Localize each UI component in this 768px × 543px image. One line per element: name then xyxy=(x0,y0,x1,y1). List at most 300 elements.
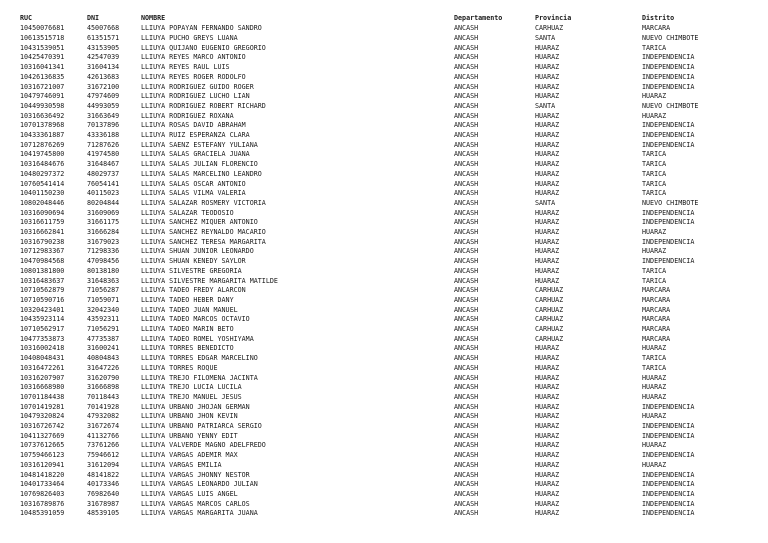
cell-provincia: HUARAZ xyxy=(535,82,560,91)
cell-nombre: LLIUYA SALAS VILMA VALERIA xyxy=(141,189,246,198)
cell-ruc: 10316726742 xyxy=(20,422,65,430)
cell-distrito: TARICA xyxy=(642,179,667,188)
cell-provincia: HUARAZ xyxy=(535,72,560,81)
cell-distrito: INDEPENDENCIA xyxy=(642,470,695,479)
table-row xyxy=(0,73,768,83)
cell-departamento: ANCASH xyxy=(454,218,479,227)
cell-provincia: CARHUAZ xyxy=(535,24,564,33)
cell-departamento: ANCASH xyxy=(454,34,479,42)
cell-ruc: 10401733464 xyxy=(20,480,65,489)
cell-provincia: HUARAZ xyxy=(535,509,560,518)
cell-provincia: HUARAZ xyxy=(535,392,560,401)
table-row xyxy=(0,209,768,219)
cell-dni: 71059071 xyxy=(87,295,120,304)
cell-dni: 71056287 xyxy=(87,286,120,295)
cell-departamento: ANCASH xyxy=(454,160,479,169)
cell-provincia: HUARAZ xyxy=(535,266,560,275)
cell-departamento: ANCASH xyxy=(454,499,479,508)
cell-provincia: HUARAZ xyxy=(535,218,560,227)
cell-distrito: HUARAZ xyxy=(642,412,667,421)
cell-distrito: HUARAZ xyxy=(642,247,667,256)
cell-ruc: 10419745800 xyxy=(20,150,65,159)
cell-provincia: HUARAZ xyxy=(535,111,560,120)
cell-distrito: MARCARA xyxy=(642,325,671,333)
cell-dni: 47932082 xyxy=(87,412,120,421)
cell-nombre: LLIUYA SANCHEZ MIQUER ANTONIO xyxy=(141,218,258,227)
cell-nombre: LLIUYA VARGAS MARGARITA JUANA xyxy=(141,509,258,518)
header-dni: DNI xyxy=(87,14,100,22)
cell-ruc: 10316721007 xyxy=(20,82,65,91)
table-row xyxy=(0,286,768,296)
header-distrito: Distrito xyxy=(642,14,675,22)
table-row xyxy=(0,393,768,403)
cell-ruc: 10479746091 xyxy=(20,92,65,101)
cell-distrito: MARCARA xyxy=(642,24,671,33)
cell-distrito: INDEPENDENCIA xyxy=(642,121,695,130)
cell-ruc: 10316041341 xyxy=(20,63,65,72)
cell-departamento: ANCASH xyxy=(454,480,479,489)
cell-nombre: LLIUYA REYES ROGER RODOLFO xyxy=(141,72,246,81)
table-row xyxy=(0,344,768,354)
cell-departamento: ANCASH xyxy=(454,276,479,285)
cell-dni: 31666284 xyxy=(87,228,120,236)
cell-distrito: HUARAZ xyxy=(642,383,667,392)
cell-departamento: ANCASH xyxy=(454,198,479,207)
cell-distrito: INDEPENDENCIA xyxy=(642,140,695,149)
cell-dni: 31604134 xyxy=(87,63,120,72)
cell-dni: 70141928 xyxy=(87,402,120,411)
cell-dni: 45007668 xyxy=(87,24,120,33)
cell-dni: 43336188 xyxy=(87,131,120,139)
cell-distrito: INDEPENDENCIA xyxy=(642,72,695,81)
cell-nombre: LLIUYA SANCHEZ REYNALDO MACARIO xyxy=(141,228,266,236)
cell-nombre: LLIUYA SAENZ ESTEFANY YULIANA xyxy=(141,140,258,149)
cell-nombre: LLIUYA RODRIGUEZ GUIDO ROGER xyxy=(141,82,254,91)
table-row xyxy=(0,441,768,451)
cell-departamento: ANCASH xyxy=(454,383,479,392)
cell-departamento: ANCASH xyxy=(454,257,479,266)
cell-provincia: HUARAZ xyxy=(535,237,560,246)
cell-provincia: HUARAZ xyxy=(535,92,560,101)
cell-ruc: 10480297372 xyxy=(20,169,65,178)
cell-ruc: 10449930598 xyxy=(20,101,65,110)
cell-dni: 31672100 xyxy=(87,82,120,91)
cell-dni: 31620790 xyxy=(87,373,120,382)
table-row xyxy=(0,364,768,374)
cell-provincia: CARHUAZ xyxy=(535,334,564,343)
cell-departamento: ANCASH xyxy=(454,373,479,382)
cell-ruc: 10710590716 xyxy=(20,295,65,304)
cell-departamento: ANCASH xyxy=(454,140,479,149)
cell-departamento: ANCASH xyxy=(454,354,479,363)
cell-provincia: HUARAZ xyxy=(535,373,560,382)
cell-provincia: SANTA xyxy=(535,34,556,42)
cell-ruc: 10450076681 xyxy=(20,24,65,33)
table-row xyxy=(0,141,768,151)
cell-dni: 73761266 xyxy=(87,441,120,450)
cell-distrito: TARICA xyxy=(642,363,667,372)
table-row xyxy=(0,306,768,316)
cell-provincia: HUARAZ xyxy=(535,470,560,479)
table-row xyxy=(0,374,768,384)
cell-provincia: HUARAZ xyxy=(535,131,560,139)
cell-distrito: TARICA xyxy=(642,276,667,285)
cell-provincia: HUARAZ xyxy=(535,43,560,52)
cell-provincia: CARHUAZ xyxy=(535,325,564,333)
table-row xyxy=(0,461,768,471)
table-row xyxy=(0,509,768,519)
cell-nombre: LLIUYA PUCHO GREYS LUANA xyxy=(141,34,238,42)
cell-departamento: ANCASH xyxy=(454,24,479,33)
cell-departamento: ANCASH xyxy=(454,121,479,130)
cell-departamento: ANCASH xyxy=(454,470,479,479)
cell-distrito: MARCARA xyxy=(642,286,671,295)
cell-provincia: HUARAZ xyxy=(535,150,560,159)
header-nombre: NOMBRE xyxy=(141,14,166,22)
cell-provincia: HUARAZ xyxy=(535,422,560,430)
cell-dni: 31672674 xyxy=(87,422,120,430)
table-row xyxy=(0,257,768,267)
cell-ruc: 10316668980 xyxy=(20,383,65,392)
cell-dni: 71056291 xyxy=(87,325,120,333)
cell-dni: 71298336 xyxy=(87,247,120,256)
cell-distrito: TARICA xyxy=(642,169,667,178)
cell-dni: 31663649 xyxy=(87,111,120,120)
cell-ruc: 10316120941 xyxy=(20,460,65,469)
cell-ruc: 10769826403 xyxy=(20,489,65,498)
cell-dni: 47974609 xyxy=(87,92,120,101)
cell-provincia: HUARAZ xyxy=(535,441,560,450)
cell-dni: 41974580 xyxy=(87,150,120,159)
cell-distrito: TARICA xyxy=(642,43,667,52)
cell-distrito: HUARAZ xyxy=(642,228,667,236)
cell-distrito: INDEPENDENCIA xyxy=(642,402,695,411)
cell-nombre: LLIUYA URBANO JHON KEVIN xyxy=(141,412,238,421)
cell-ruc: 10485391059 xyxy=(20,509,65,518)
cell-departamento: ANCASH xyxy=(454,208,479,217)
cell-dni: 47098456 xyxy=(87,257,120,266)
cell-ruc: 10710562879 xyxy=(20,286,65,295)
cell-departamento: ANCASH xyxy=(454,150,479,159)
cell-nombre: LLIUYA RODRIGUEZ ROXANA xyxy=(141,111,234,120)
cell-nombre: LLIUYA VALVERDE MAGNO ADELFREDO xyxy=(141,441,266,450)
cell-ruc: 10425470391 xyxy=(20,53,65,62)
cell-dni: 31678987 xyxy=(87,499,120,508)
cell-departamento: ANCASH xyxy=(454,111,479,120)
cell-nombre: LLIUYA SILVESTRE GREGORIA xyxy=(141,266,242,275)
cell-dni: 40173346 xyxy=(87,480,120,489)
cell-departamento: ANCASH xyxy=(454,82,479,91)
cell-distrito: MARCARA xyxy=(642,334,671,343)
cell-departamento: ANCASH xyxy=(454,441,479,450)
cell-ruc: 10316207907 xyxy=(20,373,65,382)
cell-distrito: INDEPENDENCIA xyxy=(642,237,695,246)
cell-dni: 61351571 xyxy=(87,34,120,42)
cell-dni: 42613683 xyxy=(87,72,120,81)
cell-dni: 70118443 xyxy=(87,392,120,401)
cell-dni: 71287626 xyxy=(87,140,120,149)
cell-departamento: ANCASH xyxy=(454,402,479,411)
cell-provincia: HUARAZ xyxy=(535,344,560,353)
table-row xyxy=(0,92,768,102)
cell-nombre: LLIUYA TREJO MANUEL JESUS xyxy=(141,392,242,401)
cell-distrito: INDEPENDENCIA xyxy=(642,422,695,430)
cell-nombre: LLIUYA SANCHEZ TERESA MARGARITA xyxy=(141,237,266,246)
cell-nombre: LLIUYA ROSAS DAVID ABRAHAM xyxy=(141,121,246,130)
cell-provincia: CARHUAZ xyxy=(535,305,564,314)
table-row xyxy=(0,102,768,112)
cell-provincia: HUARAZ xyxy=(535,402,560,411)
table-row xyxy=(0,180,768,190)
cell-distrito: NUEVO CHIMBOTE xyxy=(642,34,699,42)
cell-distrito: INDEPENDENCIA xyxy=(642,208,695,217)
cell-ruc: 10401150230 xyxy=(20,189,65,198)
cell-ruc: 10701184438 xyxy=(20,392,65,401)
cell-nombre: LLIUYA REYES RAUL LUIS xyxy=(141,63,230,72)
cell-nombre: LLIUYA VARGAS EMILIA xyxy=(141,460,222,469)
cell-dni: 47735387 xyxy=(87,334,120,343)
cell-dni: 31647226 xyxy=(87,363,120,372)
cell-nombre: LLIUYA TADEO MARCOS OCTAVIO xyxy=(141,315,250,324)
cell-departamento: ANCASH xyxy=(454,286,479,295)
cell-ruc: 10737612665 xyxy=(20,441,65,450)
cell-distrito: HUARAZ xyxy=(642,344,667,353)
cell-distrito: TARICA xyxy=(642,160,667,169)
cell-distrito: HUARAZ xyxy=(642,92,667,101)
cell-ruc: 10802048446 xyxy=(20,198,65,207)
table-row xyxy=(0,121,768,131)
table-row xyxy=(0,24,768,34)
cell-ruc: 10479320824 xyxy=(20,412,65,421)
cell-distrito: INDEPENDENCIA xyxy=(642,218,695,227)
cell-nombre: LLIUYA TREJO FILOMENA JACINTA xyxy=(141,373,258,382)
cell-nombre: LLIUYA TORRES ROQUE xyxy=(141,363,218,372)
cell-provincia: HUARAZ xyxy=(535,363,560,372)
cell-distrito: TARICA xyxy=(642,189,667,198)
cell-ruc: 10320423401 xyxy=(20,305,65,314)
cell-nombre: LLIUYA SALAS JULIAN FLORENCIO xyxy=(141,160,258,169)
cell-provincia: CARHUAZ xyxy=(535,286,564,295)
cell-distrito: MARCARA xyxy=(642,305,671,314)
cell-dni: 41132766 xyxy=(87,431,120,440)
table-row xyxy=(0,199,768,209)
cell-ruc: 10801381800 xyxy=(20,266,65,275)
header-provincia: Provincia xyxy=(535,14,572,22)
cell-nombre: LLIUYA TORRES BENEDICTO xyxy=(141,344,234,353)
cell-distrito: HUARAZ xyxy=(642,392,667,401)
cell-nombre: LLIUYA POPAYAN FERNANDO SANDRO xyxy=(141,24,262,33)
cell-ruc: 10470984568 xyxy=(20,257,65,266)
cell-nombre: LLIUYA RUIZ ESPERANZA CLARA xyxy=(141,131,250,139)
table-row xyxy=(0,315,768,325)
cell-ruc: 10481418220 xyxy=(20,470,65,479)
cell-ruc: 10316484676 xyxy=(20,160,65,169)
cell-provincia: SANTA xyxy=(535,101,556,110)
cell-distrito: TARICA xyxy=(642,150,667,159)
cell-distrito: TARICA xyxy=(642,354,667,363)
cell-nombre: LLIUYA VARGAS JHONNY NESTOR xyxy=(141,470,250,479)
cell-nombre: LLIUYA QUIJANO EUGENIO GREGORIO xyxy=(141,43,266,52)
cell-nombre: LLIUYA RODRIGUEZ ROBERT RICHARD xyxy=(141,101,266,110)
cell-departamento: ANCASH xyxy=(454,422,479,430)
cell-ruc: 10701378968 xyxy=(20,121,65,130)
cell-provincia: HUARAZ xyxy=(535,140,560,149)
cell-provincia: HUARAZ xyxy=(535,499,560,508)
cell-dni: 70137896 xyxy=(87,121,120,130)
cell-ruc: 10316790238 xyxy=(20,237,65,246)
cell-ruc: 10316090694 xyxy=(20,208,65,217)
header-departamento: Departamento xyxy=(454,14,503,22)
table-row xyxy=(0,500,768,510)
cell-departamento: ANCASH xyxy=(454,228,479,236)
cell-dni: 76982640 xyxy=(87,489,120,498)
table-row xyxy=(0,335,768,345)
table-row xyxy=(0,218,768,228)
cell-dni: 48141822 xyxy=(87,470,120,479)
cell-departamento: ANCASH xyxy=(454,460,479,469)
cell-departamento: ANCASH xyxy=(454,63,479,72)
cell-nombre: LLIUYA REYES MARCO ANTONIO xyxy=(141,53,246,62)
cell-nombre: LLIUYA SALAZAR ROSMERY VICTORIA xyxy=(141,198,266,207)
cell-provincia: HUARAZ xyxy=(535,160,560,169)
cell-provincia: HUARAZ xyxy=(535,276,560,285)
cell-distrito: INDEPENDENCIA xyxy=(642,431,695,440)
cell-ruc: 10316611759 xyxy=(20,218,65,227)
cell-dni: 75946612 xyxy=(87,451,120,460)
table-row xyxy=(0,44,768,54)
table-row xyxy=(0,112,768,122)
cell-departamento: ANCASH xyxy=(454,247,479,256)
cell-provincia: HUARAZ xyxy=(535,354,560,363)
cell-distrito: MARCARA xyxy=(642,295,671,304)
cell-distrito: INDEPENDENCIA xyxy=(642,257,695,266)
cell-dni: 31679023 xyxy=(87,237,120,246)
cell-departamento: ANCASH xyxy=(454,237,479,246)
cell-departamento: ANCASH xyxy=(454,344,479,353)
table-row xyxy=(0,150,768,160)
cell-nombre: LLIUYA URBANO YENNY EDIT xyxy=(141,431,238,440)
cell-ruc: 10316789876 xyxy=(20,499,65,508)
cell-provincia: HUARAZ xyxy=(535,451,560,460)
cell-departamento: ANCASH xyxy=(454,72,479,81)
cell-departamento: ANCASH xyxy=(454,325,479,333)
cell-distrito: MARCARA xyxy=(642,315,671,324)
table-row xyxy=(0,432,768,442)
cell-provincia: CARHUAZ xyxy=(535,295,564,304)
cell-ruc: 10613515718 xyxy=(20,34,65,42)
cell-distrito: INDEPENDENCIA xyxy=(642,451,695,460)
cell-dni: 31600241 xyxy=(87,344,120,353)
cell-departamento: ANCASH xyxy=(454,53,479,62)
table-row xyxy=(0,189,768,199)
cell-nombre: LLIUYA TADEO ROMEL YOSHIYAMA xyxy=(141,334,254,343)
cell-nombre: LLIUYA TADEO HEBER DANY xyxy=(141,295,234,304)
cell-nombre: LLIUYA SALAZAR TEODOSIO xyxy=(141,208,234,217)
cell-dni: 31666898 xyxy=(87,383,120,392)
cell-dni: 80204844 xyxy=(87,198,120,207)
table-row xyxy=(0,277,768,287)
cell-ruc: 10316483637 xyxy=(20,276,65,285)
cell-dni: 32042340 xyxy=(87,305,120,314)
cell-nombre: LLIUYA TADEO MARIN BETO xyxy=(141,325,234,333)
cell-dni: 48029737 xyxy=(87,169,120,178)
cell-departamento: ANCASH xyxy=(454,489,479,498)
table-row xyxy=(0,471,768,481)
cell-dni: 76054141 xyxy=(87,179,120,188)
table-row xyxy=(0,170,768,180)
cell-departamento: ANCASH xyxy=(454,334,479,343)
table-row xyxy=(0,247,768,257)
cell-departamento: ANCASH xyxy=(454,295,479,304)
table-row xyxy=(0,412,768,422)
cell-dni: 44993059 xyxy=(87,101,120,110)
cell-ruc: 10411327669 xyxy=(20,431,65,440)
cell-provincia: HUARAZ xyxy=(535,208,560,217)
cell-nombre: LLIUYA SALAS MARCELINO LEANDRO xyxy=(141,169,262,178)
cell-ruc: 10701419281 xyxy=(20,402,65,411)
cell-provincia: HUARAZ xyxy=(535,228,560,236)
cell-provincia: HUARAZ xyxy=(535,383,560,392)
table-row xyxy=(0,34,768,44)
cell-distrito: INDEPENDENCIA xyxy=(642,509,695,518)
cell-nombre: LLIUYA TADEO FREDY ALARCON xyxy=(141,286,246,295)
cell-departamento: ANCASH xyxy=(454,305,479,314)
cell-nombre: LLIUYA VARGAS LUIS ANGEL xyxy=(141,489,238,498)
cell-dni: 31609069 xyxy=(87,208,120,217)
table-row xyxy=(0,83,768,93)
table-row xyxy=(0,403,768,413)
cell-provincia: HUARAZ xyxy=(535,247,560,256)
table-row xyxy=(0,354,768,364)
table-row xyxy=(0,238,768,248)
cell-nombre: LLIUYA URBANO PATRIARCA SERGIO xyxy=(141,422,262,430)
cell-departamento: ANCASH xyxy=(454,451,479,460)
cell-distrito: INDEPENDENCIA xyxy=(642,53,695,62)
cell-distrito: INDEPENDENCIA xyxy=(642,63,695,72)
cell-provincia: HUARAZ xyxy=(535,53,560,62)
cell-ruc: 10712983367 xyxy=(20,247,65,256)
table-row xyxy=(0,490,768,500)
cell-ruc: 10710562917 xyxy=(20,325,65,333)
cell-ruc: 10316002418 xyxy=(20,344,65,353)
cell-ruc: 10426136835 xyxy=(20,72,65,81)
cell-distrito: TARICA xyxy=(642,266,667,275)
table-row xyxy=(0,160,768,170)
cell-ruc: 10435923114 xyxy=(20,315,65,324)
cell-nombre: LLIUYA VARGAS LEONARDO JULIAN xyxy=(141,480,258,489)
cell-nombre: LLIUYA RODRIGUEZ LUCHO LIAN xyxy=(141,92,250,101)
cell-ruc: 10316662841 xyxy=(20,228,65,236)
cell-nombre: LLIUYA SHUAN JUNIOR LEONARDO xyxy=(141,247,254,256)
cell-departamento: ANCASH xyxy=(454,363,479,372)
cell-provincia: HUARAZ xyxy=(535,189,560,198)
cell-provincia: HUARAZ xyxy=(535,257,560,266)
cell-nombre: LLIUYA URBANO JHOJAN GERMAN xyxy=(141,402,250,411)
cell-departamento: ANCASH xyxy=(454,92,479,101)
cell-departamento: ANCASH xyxy=(454,101,479,110)
cell-distrito: INDEPENDENCIA xyxy=(642,489,695,498)
cell-provincia: HUARAZ xyxy=(535,480,560,489)
cell-ruc: 10712876269 xyxy=(20,140,65,149)
table-row xyxy=(0,63,768,73)
cell-ruc: 10760541414 xyxy=(20,179,65,188)
cell-dni: 31661175 xyxy=(87,218,120,227)
cell-dni: 40115023 xyxy=(87,189,120,198)
cell-provincia: HUARAZ xyxy=(535,63,560,72)
cell-departamento: ANCASH xyxy=(454,315,479,324)
cell-departamento: ANCASH xyxy=(454,131,479,139)
cell-nombre: LLIUYA SHUAN KENEDY SAYLOR xyxy=(141,257,246,266)
